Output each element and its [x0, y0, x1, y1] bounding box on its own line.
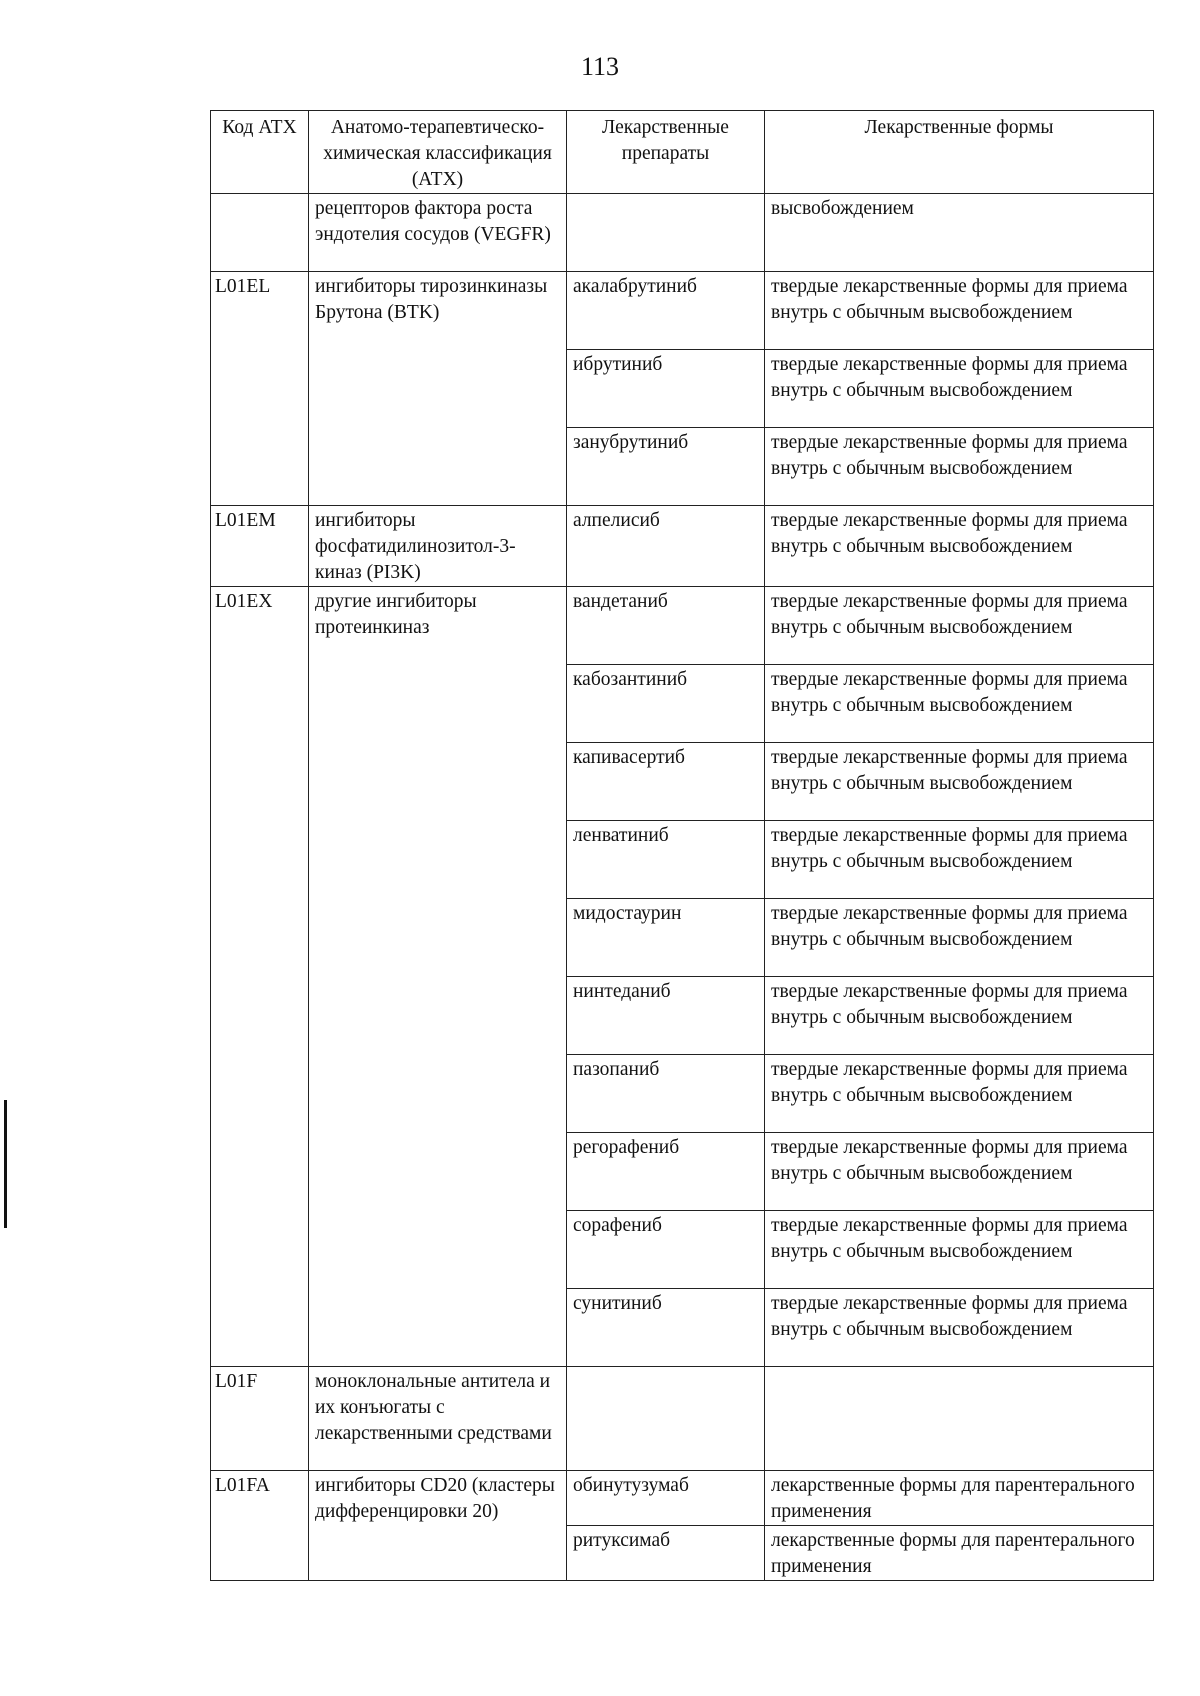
drug-cell: сорафениб — [567, 1211, 765, 1289]
form-cell: твердые лекарственные формы для приема внутрь с обычным высвобождением — [765, 1289, 1154, 1367]
drug-cell: мидостаурин — [567, 899, 765, 977]
classification-cell: другие ингибиторы протеинкиназ — [309, 587, 567, 1367]
atc-code-cell: L01EM — [211, 506, 309, 587]
atc-code-cell: L01EL — [211, 272, 309, 506]
form-cell: твердые лекарственные формы для приема внутрь с обычным высвобождением — [765, 506, 1154, 587]
classification-cell: ингибиторы CD20 (кластеры дифференцировки 20) — [309, 1471, 567, 1581]
form-cell: твердые лекарственные формы для приема внутрь с обычным высвобождением — [765, 821, 1154, 899]
drug-cell: нинтеданиб — [567, 977, 765, 1055]
header-code: Код АТХ — [211, 111, 309, 194]
drug-cell: регорафениб — [567, 1133, 765, 1211]
drug-cell: сунитиниб — [567, 1289, 765, 1367]
drug-cell: ритуксимаб — [567, 1526, 765, 1581]
drug-cell: обинутузумаб — [567, 1471, 765, 1526]
drug-cell: акалабрутиниб — [567, 272, 765, 350]
table-row — [211, 587, 1154, 665]
form-cell: твердые лекарственные формы для приема внутрь с обычным высвобождением — [765, 1211, 1154, 1289]
table-header-row — [211, 111, 1154, 194]
form-cell: твердые лекарственные формы для приема внутрь с обычным высвобождением — [765, 743, 1154, 821]
form-cell: твердые лекарственные формы для приема внутрь с обычным высвобождением — [765, 1055, 1154, 1133]
form-cell: лекарственные формы для парентерального применения — [765, 1526, 1154, 1581]
drug-cell — [567, 194, 765, 272]
table-row — [211, 272, 1154, 350]
form-cell: твердые лекарственные формы для приема внутрь с обычным высвобождением — [765, 1133, 1154, 1211]
atc-code-cell — [211, 194, 309, 272]
table-row — [211, 506, 1154, 587]
atc-code-cell: L01EX — [211, 587, 309, 1367]
table-row — [211, 1367, 1154, 1471]
form-cell: твердые лекарственные формы для приема внутрь с обычным высвобождением — [765, 587, 1154, 665]
form-cell: твердые лекарственные формы для приема внутрь с обычным высвобождением — [765, 350, 1154, 428]
table-row — [211, 194, 1154, 272]
drug-cell: пазопаниб — [567, 1055, 765, 1133]
form-cell: высвобождением — [765, 194, 1154, 272]
classification-cell: моноклональные антитела и их конъюгаты с лекарственными средствами — [309, 1367, 567, 1471]
header-forms: Лекарственные формы — [765, 111, 1154, 194]
form-cell: твердые лекарственные формы для приема внутрь с обычным высвобождением — [765, 899, 1154, 977]
form-cell: твердые лекарственные формы для приема внутрь с обычным высвобождением — [765, 977, 1154, 1055]
form-cell — [765, 1367, 1154, 1471]
drug-cell: ибрутиниб — [567, 350, 765, 428]
atc-drug-table — [210, 110, 1154, 1581]
form-cell: твердые лекарственные формы для приема внутрь с обычным высвобождением — [765, 665, 1154, 743]
drug-cell: кабозантиниб — [567, 665, 765, 743]
form-cell: твердые лекарственные формы для приема внутрь с обычным высвобождением — [765, 272, 1154, 350]
form-cell: лекарственные формы для парентерального применения — [765, 1471, 1154, 1526]
drug-cell: капивасертиб — [567, 743, 765, 821]
classification-cell: ингибиторы тирозинкиназы Брутона (BTK) — [309, 272, 567, 506]
atc-code-cell: L01FA — [211, 1471, 309, 1581]
header-drugs: Лекарственные препараты — [567, 111, 765, 194]
header-classification: Анатомо-терапевтическо-химическая классификация (АТХ) — [309, 111, 567, 194]
page-number: 113 — [580, 52, 620, 81]
classification-cell: рецепторов фактора роста эндотелия сосудов (VEGFR) — [309, 194, 567, 272]
drug-cell: занубрутиниб — [567, 428, 765, 506]
atc-code-cell: L01F — [211, 1367, 309, 1471]
drug-cell: вандетаниб — [567, 587, 765, 665]
scan-edge-mark — [4, 1100, 7, 1228]
classification-cell: ингибиторы фосфатидилинозитол-3-киназ (PI3K) — [309, 506, 567, 587]
form-cell: твердые лекарственные формы для приема внутрь с обычным высвобождением — [765, 428, 1154, 506]
drug-cell: ленватиниб — [567, 821, 765, 899]
table-row — [211, 1471, 1154, 1526]
drug-cell — [567, 1367, 765, 1471]
drug-cell: алпелисиб — [567, 506, 765, 587]
